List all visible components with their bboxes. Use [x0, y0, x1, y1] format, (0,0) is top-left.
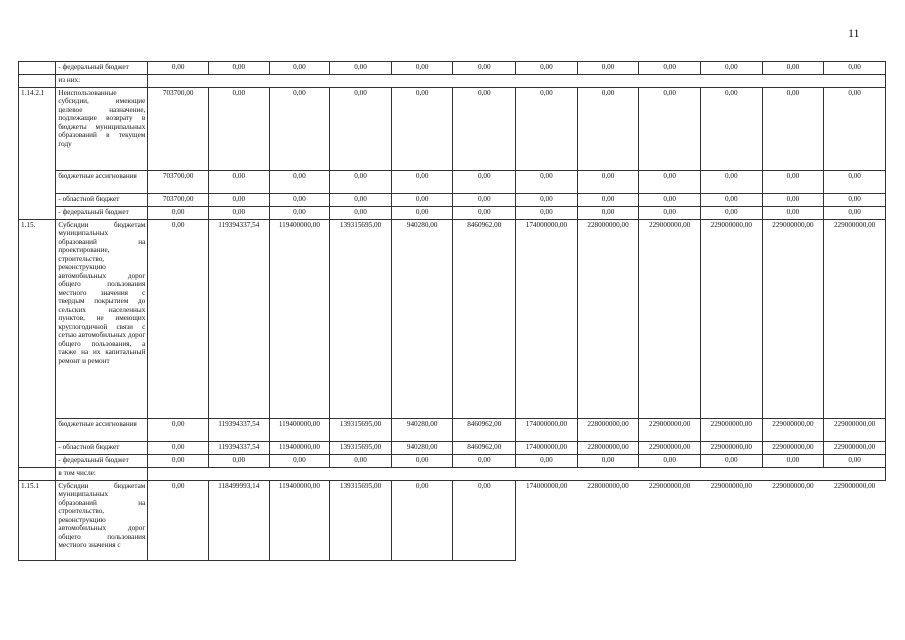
row-label: - федеральный бюджет	[56, 207, 148, 220]
value-cell: 174000000,00	[516, 220, 578, 419]
value-cell: 228000000,00	[577, 442, 639, 455]
value-cell: 228000000,00	[577, 220, 639, 419]
value-cell: 229000000,00	[700, 419, 762, 442]
value-cell: 940280,00	[391, 220, 453, 419]
value-cell: 0,00	[824, 207, 886, 220]
value-cell: 229000000,00	[648, 482, 691, 490]
value-cell: 229000000,00	[824, 442, 886, 455]
table-row	[19, 455, 886, 468]
value-cell: 0,00	[824, 171, 886, 194]
table-row	[19, 419, 886, 442]
value-cell: 0,00	[577, 194, 639, 207]
value-cell: 174000000,00	[525, 482, 568, 490]
value-cell: 229000000,00	[700, 220, 762, 419]
value-cell: 0,00	[269, 62, 330, 75]
value-cell: 0,00	[330, 171, 392, 194]
value-cell: 0,00	[577, 455, 639, 468]
value-cell: 139315695,00	[330, 419, 392, 442]
value-cell: 0,00	[453, 481, 516, 561]
row-label: бюджетные ассигнования	[56, 171, 148, 194]
value-cell: 0,00	[391, 194, 453, 207]
table-row	[19, 468, 886, 481]
table-row	[19, 62, 886, 75]
value-cell: 174000000,00	[516, 442, 578, 455]
value-cell: 119400000,00	[269, 442, 330, 455]
value-cell: 0,00	[330, 62, 392, 75]
value-cell: 0,00	[700, 194, 762, 207]
value-cell: 0,00	[148, 455, 209, 468]
value-cell: 0,00	[269, 88, 330, 171]
row-code	[19, 75, 56, 88]
value-cell: 0,00	[824, 455, 886, 468]
row-empty-span	[148, 468, 886, 481]
value-cell: 0,00	[824, 194, 886, 207]
value-cell: 8460962,00	[453, 419, 516, 442]
value-cell: 0,00	[762, 207, 824, 220]
value-cell: 229000000,00	[762, 419, 824, 442]
value-cell: 228000000,00	[587, 482, 629, 490]
value-cell: 0,00	[824, 62, 886, 75]
value-cell: 0,00	[391, 481, 453, 561]
value-cell: 0,00	[208, 194, 269, 207]
value-cell: 228000000,00	[577, 419, 639, 442]
value-cell: 0,00	[269, 455, 330, 468]
value-cell: 0,00	[330, 455, 392, 468]
value-cell: 0,00	[269, 194, 330, 207]
value-cell: 0,00	[208, 62, 269, 75]
row-code: 1.15.	[19, 220, 56, 468]
value-cell: 0,00	[639, 207, 701, 220]
table-row	[19, 171, 886, 194]
value-cell: 0,00	[516, 207, 578, 220]
value-cell: 0,00	[453, 194, 516, 207]
value-cell: 0,00	[824, 88, 886, 171]
value-cell: 229000000,00	[762, 442, 824, 455]
value-cell: 0,00	[148, 419, 209, 442]
value-cell: 0,00	[762, 455, 824, 468]
value-cell: 229000000,00	[710, 482, 752, 490]
value-cell: 229000000,00	[700, 442, 762, 455]
value-cell: 0,00	[330, 207, 392, 220]
value-cell: 0,00	[700, 88, 762, 171]
value-cell: 174000000,00	[516, 419, 578, 442]
value-cell: 940280,00	[391, 419, 453, 442]
table-row	[19, 207, 886, 220]
value-cell: 8460962,00	[453, 220, 516, 419]
value-cell: 0,00	[516, 194, 578, 207]
value-cell: 703700,00	[148, 194, 209, 207]
value-cell: 703700,00	[148, 88, 209, 171]
row-label: - федеральный бюджет	[56, 455, 148, 468]
value-cell: 0,00	[639, 62, 701, 75]
row-label: - областной бюджет	[56, 194, 148, 207]
value-cell: 0,00	[208, 455, 269, 468]
table-row	[19, 442, 886, 455]
value-cell: 0,00	[516, 171, 578, 194]
value-cell: 139315695,00	[330, 442, 392, 455]
table-row	[19, 75, 886, 88]
value-cell: 139315695,00	[330, 481, 392, 561]
value-cell: 0,00	[762, 88, 824, 171]
row-code	[19, 468, 56, 481]
table-row	[19, 88, 886, 171]
value-cell: 703700,00	[148, 171, 209, 194]
value-cell: 0,00	[577, 62, 639, 75]
value-cell: 0,00	[762, 171, 824, 194]
value-cell: 229000000,00	[762, 220, 824, 419]
value-cell: 0,00	[700, 171, 762, 194]
value-cell: 0,00	[148, 62, 209, 75]
value-cell: 229000000,00	[824, 220, 886, 419]
value-cell: 0,00	[639, 88, 701, 171]
value-cell: 119394337,54	[208, 419, 269, 442]
value-cell: 0,00	[577, 88, 639, 171]
table-row	[19, 220, 886, 419]
row-label: Субсидии бюджетам муниципальных образований на проектирование, строительство, реконструкцию автомобильных дорог общего пользования местного значения с твердым покрытием до сельских населенных пунктов, не имеющих круглогодичной связи с сетью автомобильных дорог общего пользования, а также на их капитальный ремонт и ремонт	[56, 220, 148, 419]
value-cell: 0,00	[208, 88, 269, 171]
value-cell: 229000000,00	[639, 220, 701, 419]
value-cell: 0,00	[148, 442, 209, 455]
value-cell: 0,00	[391, 88, 453, 171]
value-cell: 139315695,00	[330, 220, 392, 419]
table-row	[19, 481, 886, 561]
value-cell: 229000000,00	[833, 482, 876, 490]
value-cell: 0,00	[453, 455, 516, 468]
row-code: 1.15.1	[19, 481, 56, 561]
value-cell: 119394337,54	[208, 220, 269, 419]
value-cell: 0,00	[700, 455, 762, 468]
value-cell: 119394337,54	[208, 442, 269, 455]
value-cell: 0,00	[208, 207, 269, 220]
row-code: 1.14.2.1	[19, 88, 56, 220]
table-row	[19, 194, 886, 207]
value-cell: 0,00	[148, 207, 209, 220]
value-cell: 0,00	[577, 171, 639, 194]
row-label: в том числе:	[56, 468, 148, 481]
row-label: - федеральный бюджет	[56, 62, 148, 75]
value-cell: 229000000,00	[824, 419, 886, 442]
value-cell: 8460962,00	[453, 442, 516, 455]
value-cell: 0,00	[391, 207, 453, 220]
value-cell: 0,00	[453, 207, 516, 220]
page-number: 11	[848, 26, 860, 40]
value-cell: 0,00	[577, 207, 639, 220]
value-cell: 0,00	[639, 171, 701, 194]
value-cell: 0,00	[700, 207, 762, 220]
value-cell: 0,00	[391, 62, 453, 75]
value-cell: 0,00	[330, 194, 392, 207]
value-cell: 0,00	[391, 455, 453, 468]
budget-table	[18, 61, 886, 561]
value-cell: 0,00	[762, 194, 824, 207]
value-cell: 0,00	[516, 455, 578, 468]
value-cell: 0,00	[269, 171, 330, 194]
value-cell: 119400000,00	[269, 220, 330, 419]
row-label: из них:	[56, 75, 148, 88]
value-cell: 0,00	[639, 455, 701, 468]
row-empty-span	[148, 75, 886, 88]
row-label: - областной бюджет	[56, 442, 148, 455]
value-cell: 0,00	[516, 62, 578, 75]
value-cell: 0,00	[391, 171, 453, 194]
value-cell: 229000000,00	[639, 442, 701, 455]
row-label: бюджетные ассигнования	[56, 419, 148, 442]
value-cell: 0,00	[516, 88, 578, 171]
value-cell: 0,00	[269, 207, 330, 220]
value-cell: 0,00	[148, 481, 209, 561]
value-cell: 229000000,00	[639, 419, 701, 442]
value-cell: 0,00	[208, 171, 269, 194]
value-cell: 0,00	[453, 88, 516, 171]
value-cell: 119400000,00	[269, 481, 330, 561]
value-cell: 229000000,00	[772, 482, 814, 490]
value-cell: 0,00	[700, 62, 762, 75]
value-cell: 0,00	[330, 88, 392, 171]
value-cell: 119400000,00	[269, 419, 330, 442]
row-label: Неиспользованные субсидии, имеющие целевое назначение, подлежащие возврату в бюджеты муниципальных образований в текущем году	[56, 88, 148, 171]
row-label: Субсидии бюджетам муниципальных образований на строительство, реконструкцию автомобильных дорог общего пользования местного значения с	[56, 481, 148, 561]
value-cell: 0,00	[453, 171, 516, 194]
value-cell: 0,00	[762, 62, 824, 75]
value-cell: 0,00	[148, 220, 209, 419]
row-code	[19, 62, 56, 75]
value-cell: 118499993,14	[208, 481, 269, 561]
value-cell: 0,00	[453, 62, 516, 75]
value-cell: 0,00	[639, 194, 701, 207]
value-cell: 940280,00	[391, 442, 453, 455]
